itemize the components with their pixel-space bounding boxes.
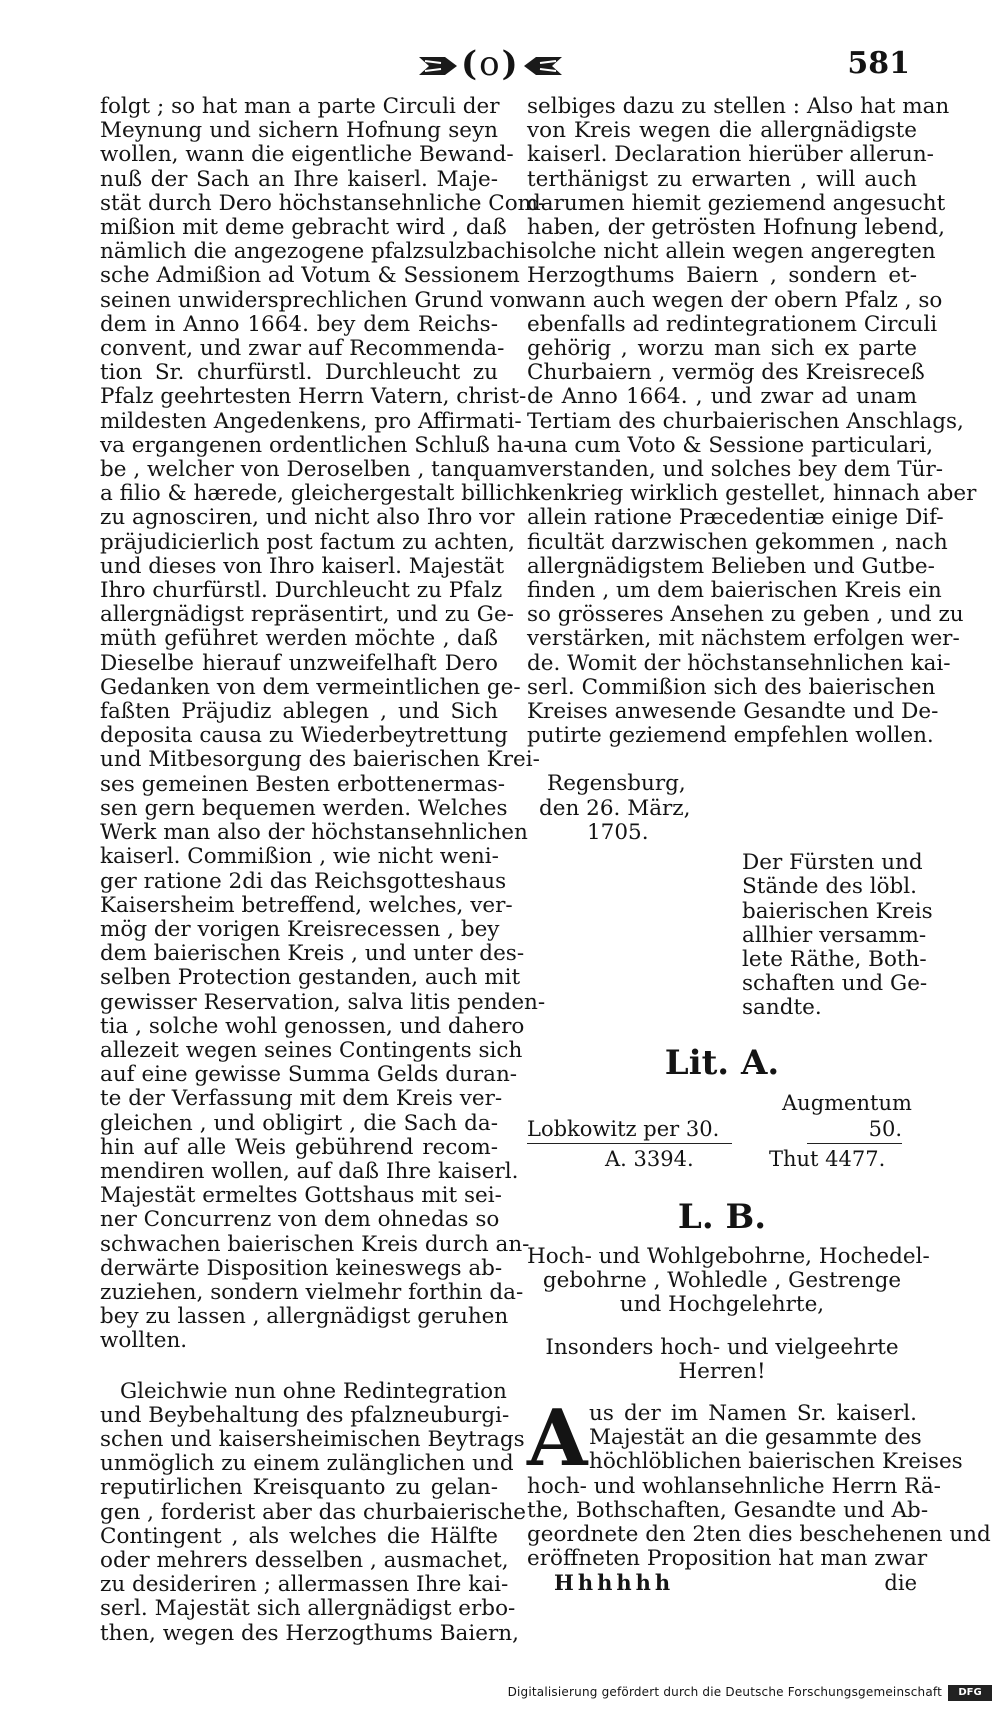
page-number: 581	[847, 46, 910, 81]
text-line: dem baierischen Kreis , und unter des-	[100, 941, 525, 967]
text-line: haben, der getrösten Hofnung lebend,	[527, 215, 946, 241]
text-line: zu desideriren ; allermassen Ihre kai-	[100, 1572, 509, 1598]
text-line: sen gern bequemen werden. Welches	[100, 795, 508, 821]
text-line: Contingent , als welches die Hälfte	[100, 1523, 498, 1549]
text-line: allergnädigstem Belieben und Gutbe-	[527, 553, 935, 579]
text-line: darumen hiemit geziemend angesucht	[527, 190, 946, 216]
lit-a-heading: Lit. A.	[664, 1042, 780, 1083]
left-paragraph-2	[100, 1378, 527, 1646]
salutation-2	[527, 1336, 917, 1384]
text-line: selben Protection gestanden, auch mit	[100, 965, 521, 991]
left-ornament-icon	[415, 51, 461, 81]
text-line: Churbaiern , vermög des Kreisreceß	[527, 360, 925, 386]
text-line: schwachen baierischen Kreis durch an-	[100, 1231, 530, 1257]
text-line: a filio & hærede, gleichergestalt billich	[100, 481, 529, 507]
text-line: so grösseres Ansehen zu geben , und zu	[527, 602, 964, 628]
text-line: ebenfalls ad redintegrationem Circuli	[527, 311, 938, 337]
signature-mark-line	[527, 1571, 917, 1597]
text-line: Gleichwie nun ohne Redintegration	[120, 1378, 507, 1404]
signature-line: baierischen Kreis	[742, 898, 933, 924]
text-line: terthänigst zu erwarten , will auch	[527, 166, 917, 192]
salutation-line: und Hochgelehrte,	[619, 1292, 825, 1318]
text-line: und Mitbesorgung des baierischen Krei-	[100, 747, 540, 773]
text-line: Gedanken von dem vermeintlichen ge-	[100, 674, 521, 700]
text-line: derwärte Disposition keineswegs ab-	[100, 1255, 503, 1281]
lb-heading: L. B.	[677, 1196, 767, 1237]
text-line: verstanden, und solches bey dem Tür-	[527, 457, 944, 483]
text-line: Majestät ermeltes Gottshaus mit sei-	[100, 1183, 502, 1209]
text-line: gen , forderist aber das churbaierische	[100, 1499, 527, 1525]
signature-line: sandte.	[742, 995, 822, 1021]
text-line: de. Womit der höchstansehnlichen kai-	[527, 650, 951, 676]
text-line: serl. Commißion sich des baierischen	[527, 674, 936, 700]
text-line: wann auch wegen der obern Pfalz , so	[527, 287, 943, 313]
text-line: mißion mit deme gebracht wird , daß	[100, 215, 507, 241]
text-line: verstärken, mit nächstem erfolgen wer-	[527, 626, 960, 652]
salutation-line: Insonders hoch- und vielgeehrte	[545, 1334, 899, 1360]
place-line: Regensburg,	[547, 771, 686, 797]
text-line: Kreises anwesende Gesandte und De-	[527, 699, 939, 725]
text-line: von Kreis wegen die allergnädigste	[527, 118, 917, 144]
salutation-line: Hoch- und Wohlgebohrne, Hochedel-	[527, 1243, 930, 1269]
text-line: Majestät an die gesammte des	[589, 1425, 922, 1451]
signature-mark: Hhhhhh	[554, 1570, 675, 1596]
text-line: de Anno 1664. , und zwar ad unam	[527, 384, 917, 410]
text-line: mildesten Angedenkens, pro Affirmati-	[100, 408, 522, 434]
text-line: ner Concurrenz von dem ohnedas so	[100, 1207, 500, 1233]
augmentum-label: Augmentum	[782, 1090, 912, 1115]
open-paren: (	[461, 44, 480, 84]
text-line: müth geführet werden möchte , daß	[100, 626, 498, 652]
right-column	[527, 94, 991, 1597]
text-line: mög der vorigen Kreisrecessen , bey	[100, 916, 500, 942]
text-line: Ihro churfürstl. Durchleucht zu Pfalz	[100, 578, 503, 604]
text-line: convent, und zwar auf Recommenda-	[100, 336, 505, 362]
text-line: Tertiam des churbaierischen Anschlags,	[527, 408, 964, 434]
signature-line: Der Fürsten und	[742, 850, 923, 876]
right-paragraph-1	[527, 94, 977, 749]
text-line: deposita causa zu Wiederbeytrettung	[100, 723, 508, 749]
text-line: unmöglich zu einem zulänglichen und	[100, 1451, 514, 1477]
thut-value: Thut 4477.	[769, 1146, 886, 1171]
signature-line: lete Räthe, Both-	[742, 946, 927, 972]
text-line: seinen unwidersprechlichen Grund von	[100, 287, 530, 313]
text-line: serl. Majestät sich allergnädigst erbo-	[100, 1596, 516, 1622]
text-line: una cum Voto & Sessione particulari,	[527, 432, 934, 458]
signature-block	[742, 850, 933, 1021]
page-header	[0, 40, 1000, 90]
text-line: then, wegen des Herzogthums Baiern,	[100, 1620, 519, 1646]
text-line: Werk man also der höchstansehnlichen	[100, 820, 528, 846]
text-line: auf eine gewisse Summa Gelds duran-	[100, 1062, 518, 1088]
text-line: finden , um dem baierischen Kreis ein	[527, 578, 942, 604]
text-line: präjudicierlich post factum zu achten,	[100, 529, 515, 555]
text-line: und Beybehaltung des pfalzneuburgi-	[100, 1402, 510, 1428]
text-line: Kaisersheim betreffend, welches, ver-	[100, 892, 513, 918]
right-ornament-icon	[520, 51, 566, 81]
text-line: te der Verfassung mit dem Kreis ver-	[100, 1086, 503, 1112]
text-line: nuß der Sach an Ihre kaiserl. Maje-	[100, 166, 498, 192]
left-column	[100, 94, 546, 1646]
signature-line: allhier versamm-	[742, 922, 927, 948]
footer-credit: Digitalisierung gefördert durch die Deutsche Forschungsgemeinschaft	[507, 1685, 942, 1699]
text-line: gehörig , worzu man sich ex parte	[527, 336, 917, 362]
text-line: kenkrieg wirklich gestellet, hinnach aber	[527, 481, 977, 507]
dfg-logo: DFG	[948, 1685, 992, 1701]
text-line: be , welcher von Deroselben , tanquam	[100, 457, 528, 483]
text-line: sche Admißion ad Votum & Sessionem	[100, 263, 520, 289]
a-value: A. 3394.	[605, 1146, 694, 1171]
text-line: hin auf alle Weis gebührend recom-	[100, 1134, 498, 1160]
signature-line: schaften und Ge-	[742, 971, 928, 997]
text-line: allezeit wegen seines Contingents sich	[100, 1037, 523, 1063]
text-line: oder mehrers desselben , ausmachet,	[100, 1547, 509, 1573]
text-line: nämlich die angezogene pfalzsulzbachi-	[100, 239, 534, 265]
text-line: stät durch Dero höchstansehnliche Com-	[100, 190, 546, 216]
text-line: ficultät darzwischen gekommen , nach	[527, 529, 948, 555]
text-line: us der im Namen Sr. kaiserl.	[589, 1400, 917, 1426]
text-line: geordnete den 2ten dies beschehenen und	[527, 1521, 991, 1547]
text-line: zuziehen, sondern vielmehr forthin da-	[100, 1279, 524, 1305]
right-paragraph-2	[527, 1392, 991, 1572]
close-paren: )	[501, 44, 520, 84]
text-line: bey zu lassen , allergnädigst geruhen	[100, 1304, 509, 1330]
text-line: va ergangenen ordentlichen Schluß ha-	[100, 432, 531, 458]
text-line: gleichen , und obligirt , die Sach da-	[100, 1110, 498, 1136]
augmentum-table	[527, 1091, 917, 1183]
text-line: wollten.	[100, 1328, 188, 1354]
text-line: wollen, wann die eigentliche Bewand-	[100, 142, 514, 168]
date-line: den 26. März,	[539, 795, 691, 821]
text-line: allergnädigst repräsentirt, und zu Ge-	[100, 602, 514, 628]
augmentum-value: 50.	[807, 1117, 902, 1144]
salutation-line: gebohrne , Wohledle , Gestrenge	[542, 1268, 902, 1294]
date-block	[527, 772, 917, 845]
text-line: mendiren wollen, auf daß Ihre kaiserl.	[100, 1158, 519, 1184]
text-line: Pfalz geehrtesten Herrn Vatern, christ-	[100, 384, 527, 410]
salutation-line: Herren!	[678, 1358, 766, 1384]
running-head	[415, 44, 566, 84]
text-line: und dieses von Ihro kaiserl. Majestät	[100, 553, 505, 579]
text-line: Meynung und sichern Hofnung seyn	[100, 118, 498, 144]
text-line: allein ratione Præcedentiæ einige Dif-	[527, 505, 944, 531]
salutation-1	[527, 1243, 930, 1318]
text-line: reputirlichen Kreisquanto zu gelan-	[100, 1475, 498, 1501]
text-line: folgt ; so hat man a parte Circuli der	[100, 94, 500, 119]
text-line: faßten Präjudiz ablegen , und Sich	[100, 699, 498, 725]
left-paragraph-1	[100, 94, 546, 1354]
text-line: kaiserl. Declaration hierüber allerun-	[527, 142, 934, 168]
text-line: tia , solche wohl genossen, und dahero	[100, 1013, 525, 1039]
text-line: kaiserl. Commißion , wie nicht weni-	[100, 844, 499, 870]
year-line: 1705.	[587, 819, 649, 845]
text-line: solche nicht allein wegen angeregten	[527, 239, 936, 265]
signature-line: Stände des löbl.	[742, 874, 918, 900]
text-line: Herzogthums Baiern , sondern et-	[527, 263, 917, 289]
text-line: Dieselbe hierauf unzweifelhaft Dero	[100, 650, 498, 676]
text-line: ses gemeinen Besten erbottenermas-	[100, 771, 506, 797]
text-line: the, Bothschaften, Gesandte und Ab-	[527, 1497, 929, 1523]
text-line: hoch- und wohlansehnliche Herrn Rä-	[527, 1473, 941, 1499]
text-line: eröffneten Proposition hat man zwar	[527, 1546, 928, 1572]
text-line: ger ratione 2di das Reichsgotteshaus	[100, 868, 507, 894]
text-line: tion Sr. churfürstl. Durchleucht zu	[100, 360, 498, 386]
text-line: dem in Anno 1664. bey dem Reichs-	[100, 311, 498, 337]
catchword: die	[884, 1571, 917, 1596]
text-line: zu agnosciren, und nicht also Ihro vor	[100, 505, 515, 531]
lobkowitz-entry: Lobkowitz per 30.	[527, 1117, 732, 1144]
drop-cap: A	[527, 1392, 588, 1484]
page-marker: o	[479, 44, 502, 84]
text-line: höchlöblichen baierischen Kreises	[589, 1449, 963, 1475]
text-line: schen und kaisersheimischen Beytrags	[100, 1426, 525, 1452]
text-line: gewisser Reservation, salva litis penden-	[100, 989, 546, 1015]
text-line: selbiges dazu zu stellen : Also hat man	[527, 94, 950, 119]
text-line: putirte geziemend empfehlen wollen.	[527, 723, 934, 749]
